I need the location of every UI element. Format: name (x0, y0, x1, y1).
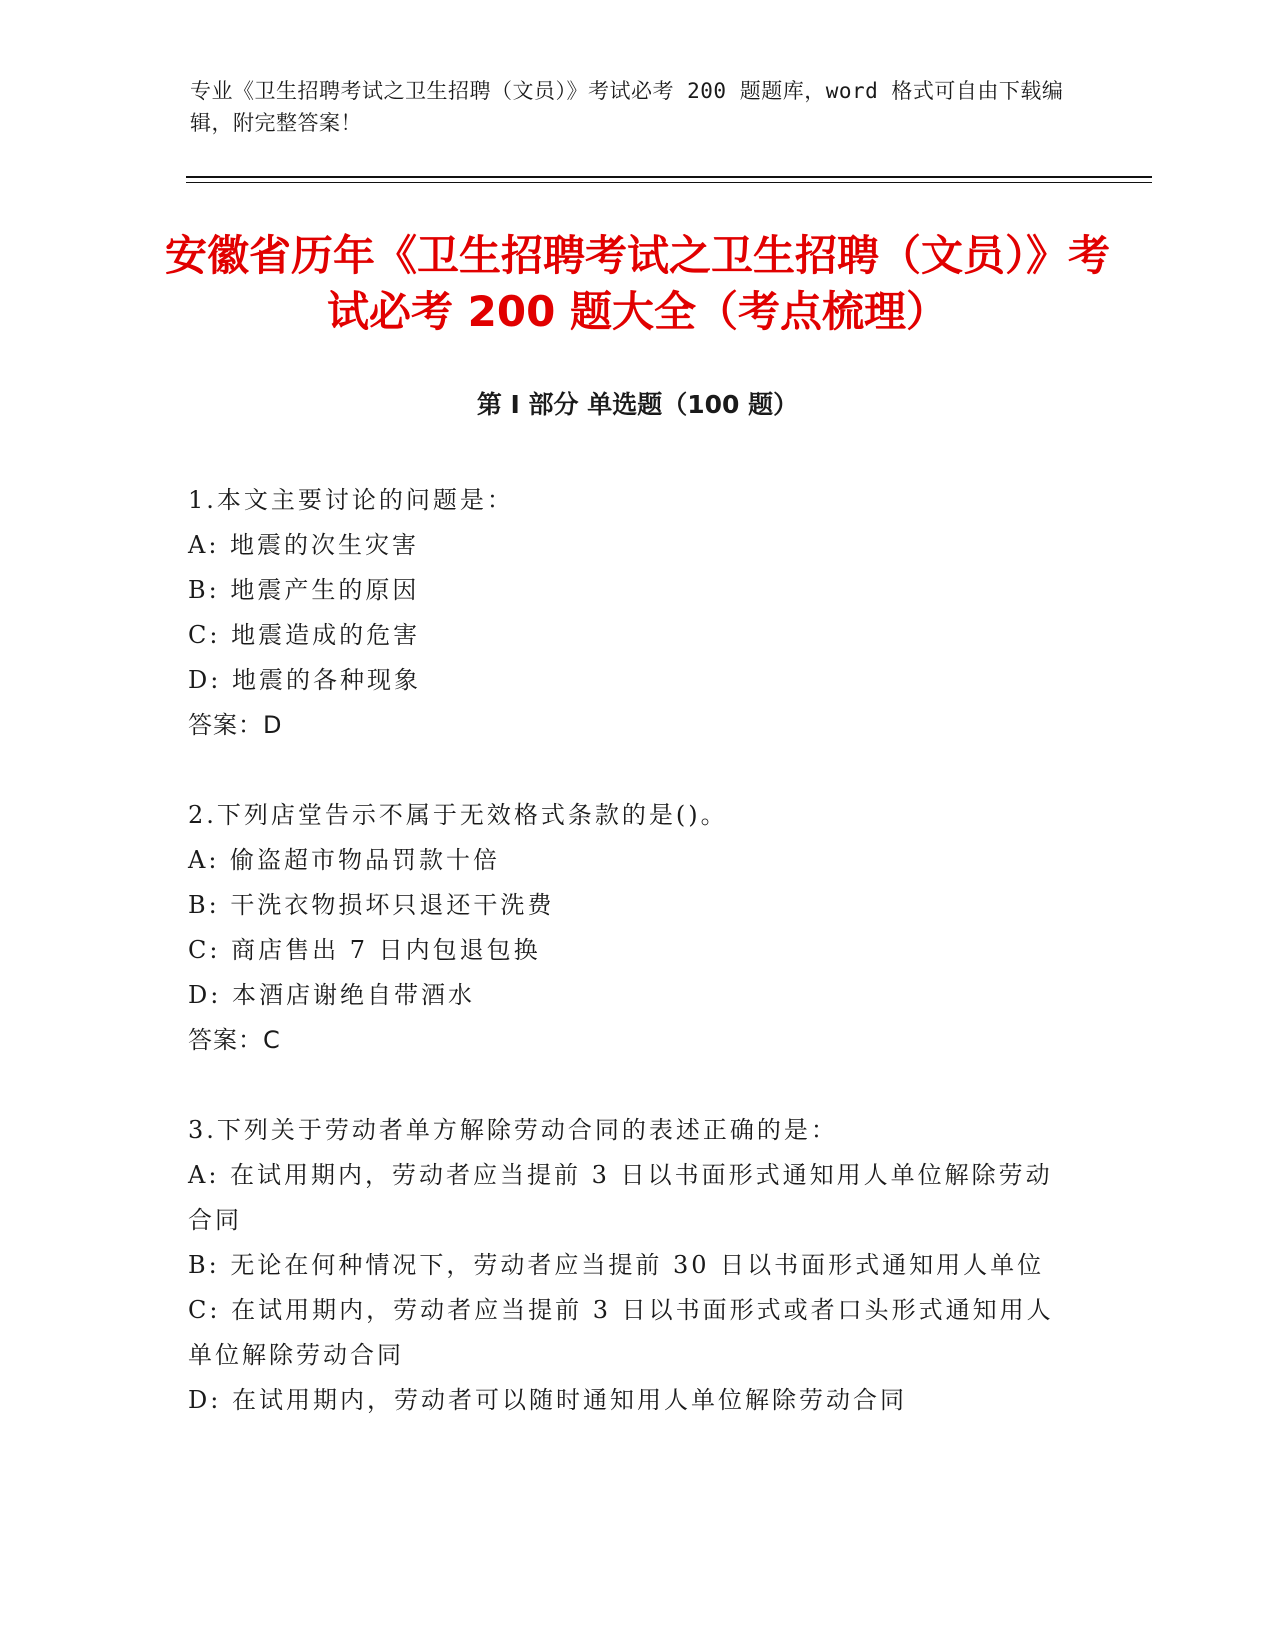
question-stem: 1.本文主要讨论的问题是： (188, 486, 514, 514)
intro-text: 专业《卫生招聘考试之卫生招聘（文员）》考试必考 200 题题库，word 格式可自由下载编辑，附完整答案！ (190, 79, 1064, 135)
document-title: 安徽省历年《卫生招聘考试之卫生招聘（文员）》考试必考 200 题大全（考点梳理） (164, 231, 1110, 336)
option-d: D: 在试用期内，劳动者可以随时通知用人单位解除劳动合同 (188, 1386, 907, 1414)
question-2 (188, 793, 1068, 1063)
section-heading: 第 I 部分 单选题（100 题） (476, 390, 799, 419)
option-d: D: 本酒店谢绝自带酒水 (188, 981, 475, 1009)
option-c: C: 商店售出 7 日内包退包换 (188, 936, 541, 964)
answer-text: 答案：C (188, 1026, 281, 1054)
option-b: B: 地震产生的原因 (188, 576, 420, 604)
answer-text: 答案：D (188, 711, 283, 739)
option-a: A: 在试用期内，劳动者应当提前 3 日以书面形式通知用人单位解除劳动合同 (188, 1161, 1053, 1234)
option-c: C: 在试用期内，劳动者应当提前 3 日以书面形式或者口头形式通知用人单位解除劳动合同 (188, 1296, 1054, 1369)
header-divider-thick (186, 176, 1152, 178)
question-stem: 3.下列关于劳动者单方解除劳动合同的表述正确的是： (188, 1116, 838, 1144)
question-stem: 2.下列店堂告示不属于无效格式条款的是()。 (188, 801, 728, 829)
question-3 (188, 1108, 1068, 1423)
option-d: D: 地震的各种现象 (188, 666, 421, 694)
option-c: C: 地震造成的危害 (188, 621, 421, 649)
question-list (188, 478, 1068, 1468)
option-a: A: 偷盗超市物品罚款十倍 (188, 846, 501, 874)
option-a: A: 地震的次生灾害 (188, 531, 420, 559)
question-1 (188, 478, 1068, 748)
option-b: B: 无论在何种情况下，劳动者应当提前 30 日以书面形式通知用人单位 (188, 1251, 1045, 1279)
option-b: B: 干洗衣物损坏只退还干洗费 (188, 891, 555, 919)
header-divider-thin (186, 182, 1152, 183)
